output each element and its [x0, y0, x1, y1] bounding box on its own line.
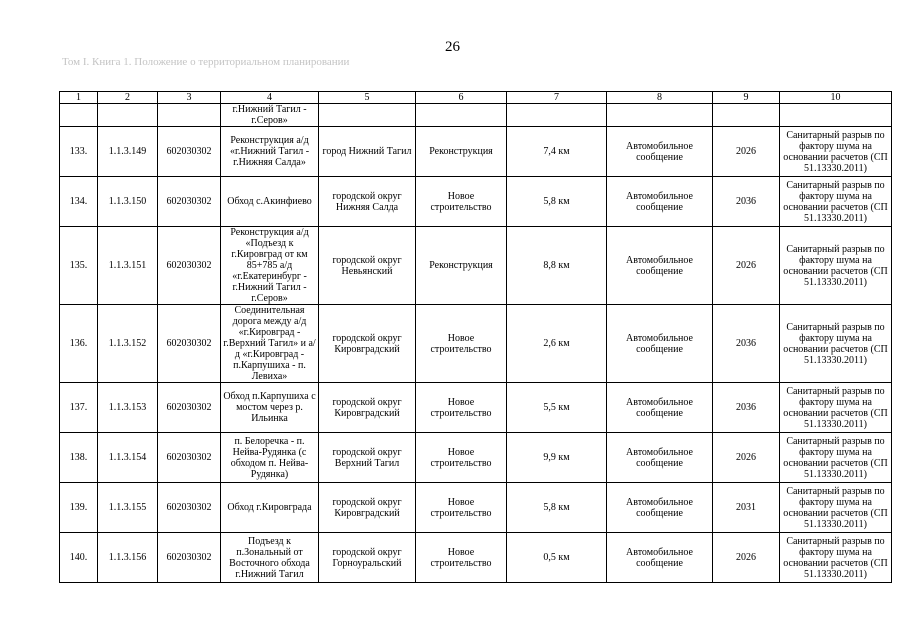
table-cell: Новое строительство: [416, 177, 507, 227]
table-row: [60, 533, 892, 583]
table-cell: 1.1.3.151: [98, 227, 158, 305]
table-cell: 8,8 км: [507, 227, 607, 305]
table-cell: Санитарный разрыв по фактору шума на основании расчетов (СП 51.13330.2011): [780, 433, 892, 483]
table-cell: 5,8 км: [507, 177, 607, 227]
table-cell: 602030302: [158, 127, 221, 177]
table-cell: 136.: [60, 305, 98, 383]
table-cell: Автомобильное сообщение: [607, 433, 713, 483]
table-cell: Санитарный разрыв по фактору шума на основании расчетов (СП 51.13330.2011): [780, 227, 892, 305]
table-cell: 5,8 км: [507, 483, 607, 533]
table-cell: Автомобильное сообщение: [607, 127, 713, 177]
table-row: [60, 305, 892, 383]
table-cell: Обход с.Акинфиево: [221, 177, 319, 227]
table-cell: Реконструкция а/д «г.Нижний Тагил - г.Нижняя Салда»: [221, 127, 319, 177]
table-cell: 2026: [713, 227, 780, 305]
column-header: 1: [60, 92, 98, 104]
column-header: 4: [221, 92, 319, 104]
table-cell: Санитарный разрыв по фактору шума на основании расчетов (СП 51.13330.2011): [780, 177, 892, 227]
table-cell: 1.1.3.150: [98, 177, 158, 227]
column-header: 5: [319, 92, 416, 104]
table-cell: 5,5 км: [507, 383, 607, 433]
table-cell: Санитарный разрыв по фактору шума на основании расчетов (СП 51.13330.2011): [780, 483, 892, 533]
column-header: 8: [607, 92, 713, 104]
table-cell: 602030302: [158, 383, 221, 433]
table-cell: Новое строительство: [416, 483, 507, 533]
table-cell: Автомобильное сообщение: [607, 227, 713, 305]
table-cell: 1.1.3.149: [98, 127, 158, 177]
column-header: 7: [507, 92, 607, 104]
table-cell: Санитарный разрыв по фактору шума на основании расчетов (СП 51.13330.2011): [780, 305, 892, 383]
column-header: 3: [158, 92, 221, 104]
table-cell: [319, 104, 416, 127]
table-cell: 1.1.3.153: [98, 383, 158, 433]
table-cell: Санитарный разрыв по фактору шума на основании расчетов (СП 51.13330.2011): [780, 533, 892, 583]
table-cell: Новое строительство: [416, 383, 507, 433]
table-cell: [60, 104, 98, 127]
table-cell: Автомобильное сообщение: [607, 177, 713, 227]
table-cell: [98, 104, 158, 127]
table-cell: 9,9 км: [507, 433, 607, 483]
page-number: 26: [445, 39, 460, 55]
table-cell: 2026: [713, 127, 780, 177]
document-header: Том I. Книга 1. Положение о территориальном планировании: [62, 56, 350, 68]
table-cell: 1.1.3.156: [98, 533, 158, 583]
table-cell: [607, 104, 713, 127]
table-cell: Санитарный разрыв по фактору шума на основании расчетов (СП 51.13330.2011): [780, 383, 892, 433]
table-cell: Соединительная дорога между а/д «г.Кировград - г.Верхний Тагил» и а/д «г.Кировград - п.Карпушиха - п. Левиха»: [221, 305, 319, 383]
table-cell: 138.: [60, 433, 98, 483]
table-cell: 2036: [713, 383, 780, 433]
table-cell: городской округ Кировградский: [319, 383, 416, 433]
table-cell: 1.1.3.152: [98, 305, 158, 383]
table-row: [60, 227, 892, 305]
table-cell: г.Нижний Тагил - г.Серов»: [221, 104, 319, 127]
table-cell: городской округ Нижняя Салда: [319, 177, 416, 227]
table-cell: Подъезд к п.Зональный от Восточного обхода г.Нижний Тагил: [221, 533, 319, 583]
table-cell: Реконструкция а/д «Подъезд к г.Кировград от км 85+785 а/д «г.Екатеринбург - г.Нижний Тагил - г.Серов»: [221, 227, 319, 305]
table-cell: Новое строительство: [416, 433, 507, 483]
table-row: [60, 127, 892, 177]
table-row: [60, 383, 892, 433]
table-cell: 2026: [713, 433, 780, 483]
table-cell: [158, 104, 221, 127]
table-cell: городской округ Верхний Тагил: [319, 433, 416, 483]
table-cell: город Нижний Тагил: [319, 127, 416, 177]
table-cell: Автомобильное сообщение: [607, 533, 713, 583]
table-cell: 602030302: [158, 433, 221, 483]
table-cell: Автомобильное сообщение: [607, 483, 713, 533]
table-cell: городской округ Кировградский: [319, 305, 416, 383]
table-cell: 602030302: [158, 483, 221, 533]
table-cell: 1.1.3.154: [98, 433, 158, 483]
table-cell: [416, 104, 507, 127]
column-header: 10: [780, 92, 892, 104]
table-cell: Автомобильное сообщение: [607, 383, 713, 433]
table-cell: городской округ Горноуральский: [319, 533, 416, 583]
table-cell: Новое строительство: [416, 533, 507, 583]
table-header-row: [60, 92, 892, 104]
table-cell: [507, 104, 607, 127]
column-header: 6: [416, 92, 507, 104]
table-cell: Обход г.Кировграда: [221, 483, 319, 533]
table-cell: 1.1.3.155: [98, 483, 158, 533]
table-cell: 602030302: [158, 177, 221, 227]
table-cell: [713, 104, 780, 127]
table-cell: 2036: [713, 177, 780, 227]
table-cell: городской округ Невьянский: [319, 227, 416, 305]
table-cell: Санитарный разрыв по фактору шума на основании расчетов (СП 51.13330.2011): [780, 127, 892, 177]
table-cell: п. Белоречка - п. Нейва-Рудянка (с обходом п. Нейва-Рудянка): [221, 433, 319, 483]
table-cell: Автомобильное сообщение: [607, 305, 713, 383]
table-cell: 602030302: [158, 227, 221, 305]
table-cell: 2031: [713, 483, 780, 533]
table-cell: 602030302: [158, 305, 221, 383]
table-row: [60, 433, 892, 483]
table-cell: 2026: [713, 533, 780, 583]
table-cell: 135.: [60, 227, 98, 305]
table-cell: 7,4 км: [507, 127, 607, 177]
table-row: [60, 177, 892, 227]
table-cell: 2036: [713, 305, 780, 383]
column-header: 2: [98, 92, 158, 104]
table-cell: 140.: [60, 533, 98, 583]
data-table: [59, 91, 892, 583]
column-header: 9: [713, 92, 780, 104]
table-cell: 137.: [60, 383, 98, 433]
table-cell: 602030302: [158, 533, 221, 583]
table-cell: Реконструкция: [416, 127, 507, 177]
table-cell: Реконструкция: [416, 227, 507, 305]
table-cell: 2,6 км: [507, 305, 607, 383]
table-cell: Новое строительство: [416, 305, 507, 383]
table-body: [60, 92, 892, 583]
table-cell: 0,5 км: [507, 533, 607, 583]
table-row: [60, 104, 892, 127]
table-cell: 134.: [60, 177, 98, 227]
table-cell: 139.: [60, 483, 98, 533]
table-row: [60, 483, 892, 533]
table-cell: 133.: [60, 127, 98, 177]
table-cell: городской округ Кировградский: [319, 483, 416, 533]
table-cell: Обход п.Карпушиха с мостом через р. Ильинка: [221, 383, 319, 433]
table-cell: [780, 104, 892, 127]
